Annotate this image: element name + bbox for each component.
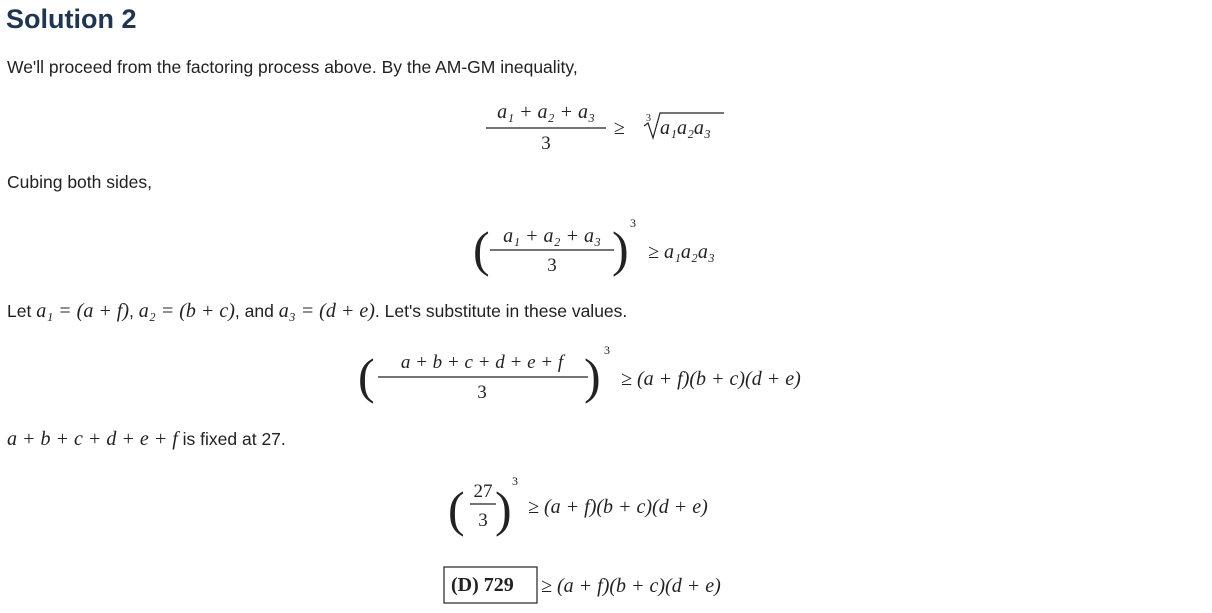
eq3-left-paren: ( xyxy=(358,348,375,404)
eq3-denominator: 3 xyxy=(477,382,487,403)
answer-boxed: (D) 729 xyxy=(451,574,514,596)
eq1-denominator: 3 xyxy=(541,133,551,154)
eq1-root-index: 3 xyxy=(646,113,651,124)
eq4-right-paren: ) xyxy=(495,481,512,537)
eq3-right-paren: ) xyxy=(584,348,601,404)
let-a1-def: a₁ = (a + f) xyxy=(36,300,130,322)
eq1-numerator: a₁ + a₂ + a₃ xyxy=(497,101,595,123)
eq2-denominator: 3 xyxy=(547,255,557,276)
eq4-numerator: 27 xyxy=(473,481,493,502)
substitution-paragraph: Let a₁ = (a + f), a₂ = (b + c), and a₃ = (d + e). Let's substitute in these values. xyxy=(7,300,628,322)
eq2-right-paren: ) xyxy=(612,221,629,277)
eq3-numerator: a + b + c + d + e + f xyxy=(400,352,564,373)
eq2-numerator: a₁ + a₂ + a₃ xyxy=(503,225,601,247)
eq4-exponent: 3 xyxy=(512,474,518,488)
sum-expression: a + b + c + d + e + f xyxy=(7,428,178,450)
eq2-exponent: 3 xyxy=(630,216,636,230)
eq5-rhs: ≥ (a + f)(b + c)(d + e) xyxy=(541,575,721,597)
eq4-left-paren: ( xyxy=(448,481,465,537)
intro-paragraph: We'll proceed from the factoring process above. By the AM-GM inequality, xyxy=(7,57,578,77)
let-and: , and xyxy=(234,301,274,321)
let-a2-def: a₂ = (b + c) xyxy=(138,300,235,322)
cubing-paragraph: Cubing both sides, xyxy=(7,172,152,192)
eq1-geq: ≥ xyxy=(614,117,625,139)
let-suffix: . Let's substitute in these values. xyxy=(374,301,628,321)
eq3-exponent: 3 xyxy=(604,343,610,357)
eq2-left-paren: ( xyxy=(473,221,490,277)
let-a3-def: a₃ = (d + e) xyxy=(278,300,375,322)
eq1-radicand: a₁a₂a₃ xyxy=(660,117,711,139)
eq2-rhs: ≥ a₁a₂a₃ xyxy=(648,241,715,263)
solution-heading: Solution 2 xyxy=(6,4,137,34)
eq3-rhs: ≥ (a + f)(b + c)(d + e) xyxy=(621,368,801,390)
eq4-rhs: ≥ (a + f)(b + c)(d + e) xyxy=(528,496,708,518)
eq4-denominator: 3 xyxy=(478,510,488,531)
let-prefix: Let xyxy=(7,301,32,321)
fixed-text: is fixed at 27. xyxy=(177,429,286,449)
